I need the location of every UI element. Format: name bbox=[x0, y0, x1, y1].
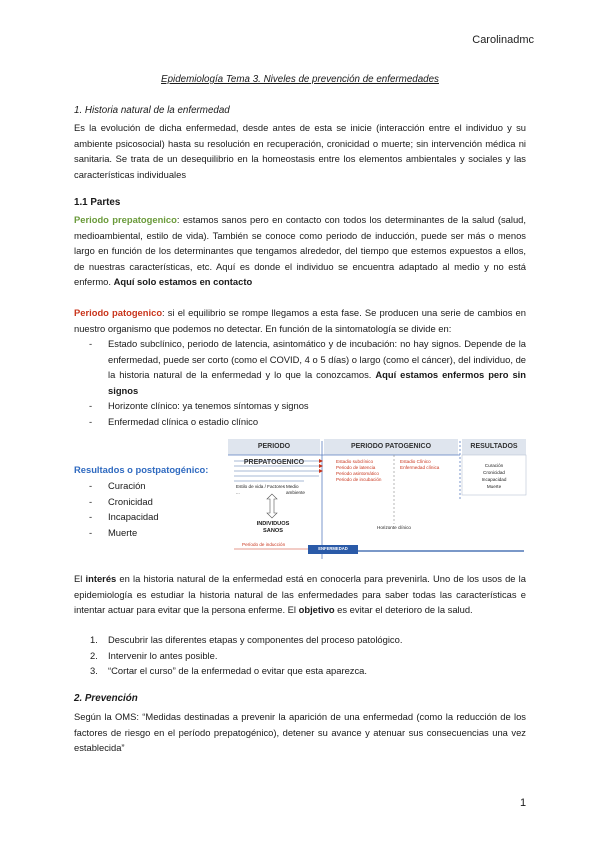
list-item: - Muerte bbox=[89, 526, 138, 538]
who-quote: Según la OMS: “Medidas destinadas a prevenir la aparición de una enfermedad (como la reducción de los factores de riesgo en el período prepatogénico), detener su avance y atenuar sus consecuencias una vez establecida” bbox=[74, 711, 526, 753]
list-item: - Curación bbox=[89, 480, 146, 491]
results-label: Resultados o postpatogénico: bbox=[74, 464, 209, 475]
list-item: - Horizonte clínico: ya tenemos síntomas y signos bbox=[89, 400, 309, 411]
patogenic-paragraph bbox=[74, 305, 526, 336]
list-item: - Incapacidad bbox=[89, 511, 159, 522]
diagram-header-results: RESULTADOS bbox=[470, 443, 518, 450]
diagram-header-patogenic: PERIODO PATOGENICO bbox=[350, 443, 432, 450]
interest-paragraph: El interés en la historia natural de la enfermedad está en conocerla para prevenirla. Uno de los usos de la epidemiología es estudiar la historia natural de las enfermedades para saber todas las características e intentar actuar para evitar que la persona enferme. El objetivo es evitar el deterioro de la salud. bbox=[74, 573, 526, 615]
author-name: Carolinadmc bbox=[472, 34, 534, 46]
diagram-stages-clinical: Estadio Clínico Enfermedad clínica bbox=[400, 459, 440, 470]
page-number: 1 bbox=[520, 797, 527, 809]
objectives-list bbox=[74, 632, 526, 679]
diagram-results-list: Curación Cronicidad Incapacidad Muerte bbox=[481, 463, 507, 489]
section-1-heading: 1. Historia natural de la enfermedad bbox=[74, 105, 230, 116]
diagram-label-environment: Medio ambiente bbox=[286, 484, 305, 495]
natural-history-diagram bbox=[224, 439, 528, 559]
list-item: - Enfermedad clínica o estadio clínico bbox=[89, 415, 259, 427]
section-2-heading: 2. Prevención bbox=[74, 693, 138, 704]
diagram-healthy-individuals: INDIVIDUOS SANOS bbox=[256, 521, 290, 534]
prepatogenic-paragraph bbox=[74, 212, 526, 290]
prepatogenic-bold: Aquí solo estamos en contacto bbox=[113, 276, 253, 287]
list-item: 3. “Cortar el curso” de la enfermedad o evitar que esta aparezca. bbox=[90, 665, 367, 676]
results-list bbox=[74, 478, 224, 540]
diagram-label-lifestyle: Estilo de vida / Factores ... bbox=[236, 484, 286, 495]
diagram-disease-bar: ENFERMEDAD bbox=[318, 546, 348, 551]
diagram-clinical-horizon: Horizonte clínico bbox=[377, 525, 411, 530]
list-item: - Estado subclínico, periodo de latencia, asintomático y de incubación: no hay signos. Depende de la enfermedad, puede ser corto (como el COVID, 4 o 5 días) o largo (como el cáncer), del individuo, de la historia natural de la enfermedad y lo que la conozcamos. Aquí estamos enfermos pero sin signos bbox=[89, 338, 526, 396]
patogenic-text: : si el equilibrio se rompe llegamos a esta fase. Se producen una serie de cambios en nuestro organismo que podemos no detectar. En función de la sintomatología se divide en: bbox=[74, 307, 526, 334]
patogenic-label: Periodo patogenico bbox=[74, 307, 163, 318]
list-item: 2. Intervenir lo antes posible. bbox=[90, 649, 218, 661]
patogenic-list bbox=[74, 336, 526, 429]
diagram-stages-subclinical: Estadio subclínico Periodo de latencia Periodo asintomático Periodo de incubación bbox=[336, 459, 382, 482]
prepatogenic-text: : estamos sanos pero en contacto con todos los determinantes de la salud (salud, medioambiental, estilo de vida). También se conoce como periodo de inducción, puede ser más o menos largo en función de los determinantes que tengamos alrededor, del tiempo que estemos expuestos a ellos, de nuestras características, etc. Aquí es donde el individuo se encuentra adaptado al medio y no está enfermo. bbox=[74, 214, 526, 287]
section-1-intro: Es la evolución de dicha enfermedad, desde antes de esta se inicie (interacción entre el individuo y su ambiente psicosocial) hasta su resolución en recuperación, cronicidad o muerte; sin intervención médica ni sanitaria. Se trata de un desequilibrio en la homeostasis entre los elementos ambientales y sociales y las características individuales bbox=[74, 122, 526, 180]
diagram-induction-period: Período de inducción bbox=[242, 542, 286, 547]
list-item: - Cronicidad bbox=[89, 495, 153, 507]
subsection-heading: 1.1 Partes bbox=[74, 197, 121, 208]
diagram-header-prepatogenic: PERIODO PREPATOGENICO bbox=[243, 443, 305, 466]
list-item: 1. Descubrir las diferentes etapas y componentes del proceso patológico. bbox=[90, 634, 403, 645]
prepatogenic-label: Periodo prepatogenico bbox=[74, 214, 177, 225]
document-title: Epidemiología Tema 3. Niveles de prevención de enfermedades bbox=[161, 74, 439, 85]
